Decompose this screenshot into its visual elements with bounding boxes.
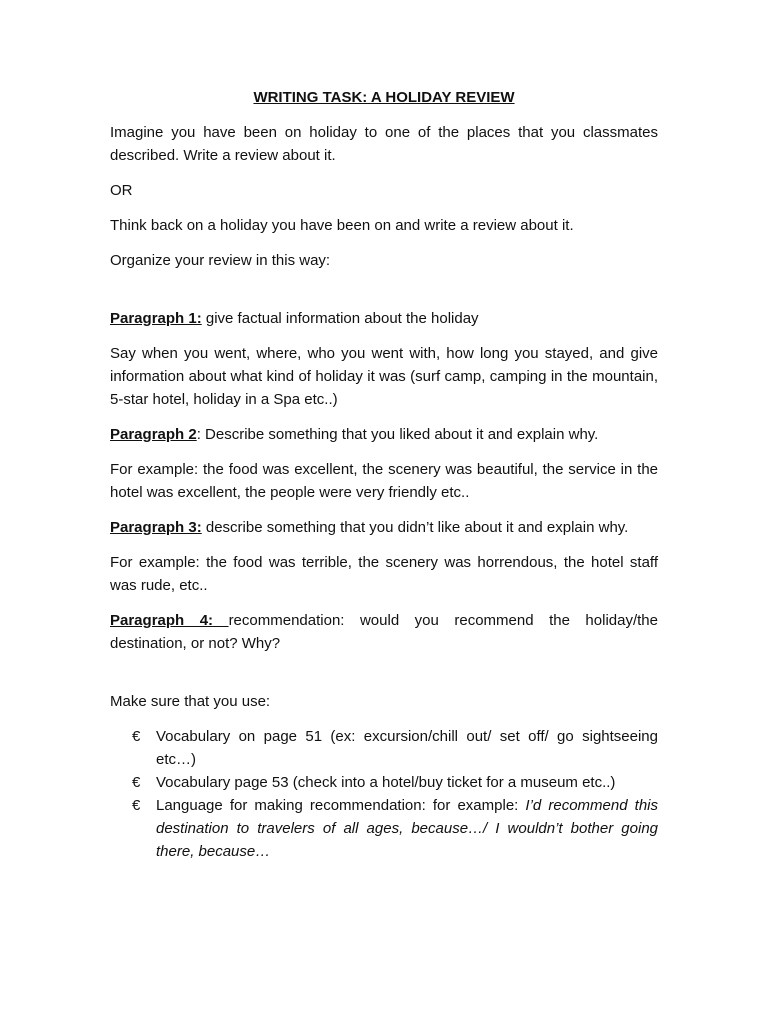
paragraph-1-heading: Paragraph 1:	[110, 310, 202, 327]
paragraph-3-instruction	[110, 516, 658, 539]
paragraph-4-instruction	[110, 609, 658, 655]
make-sure-line: Make sure that you use:	[110, 693, 271, 710]
paragraph-1-text: give factual information about the holiday	[201, 310, 479, 327]
paragraph-1-instruction	[110, 307, 658, 330]
list-item-italic-example: I’d recommend this destination to travelers of all ages, because…/ I wouldn’t bother going there, because…	[156, 797, 658, 860]
euro-bullet-icon: €	[132, 728, 141, 745]
document-title: WRITING TASK: A HOLIDAY REVIEW	[253, 89, 515, 106]
paragraph-2-heading: Paragraph 2	[110, 426, 197, 443]
list-item-text: Vocabulary on page 51 (ex: excursion/chill out/ set off/ go sightseeing etc…)	[156, 728, 658, 768]
intro-line-or: OR	[110, 182, 133, 199]
paragraph-3-detail: For example: the food was terrible, the scenery was horrendous, the hotel staff was rude, etc..	[110, 554, 658, 594]
intro-line-3: Organize your review in this way:	[110, 252, 331, 269]
paragraph-2-text: : Describe something that you liked about it and explain why.	[196, 426, 599, 443]
paragraph-2-detail: For example: the food was excellent, the scenery was beautiful, the service in the hotel was excellent, the people were very friendly etc..	[110, 461, 658, 501]
euro-bullet-icon: €	[132, 774, 141, 791]
euro-bullet-icon: €	[132, 797, 141, 814]
list-item	[132, 725, 658, 771]
document-body	[110, 86, 658, 863]
paragraph-2-instruction	[110, 423, 658, 446]
paragraph-1-detail: Say when you went, where, who you went with, how long you stayed, and give information about what kind of holiday it was (surf camp, camping in the mountain, 5-star hotel, holiday in a Spa etc..)	[110, 345, 658, 408]
list-item	[132, 794, 658, 863]
paragraph-3-heading: Paragraph 3:	[110, 519, 202, 536]
blank-line	[110, 667, 658, 690]
blank-line	[110, 284, 658, 307]
list-item-text: Language for making recommendation: for example:	[156, 797, 526, 814]
paragraph-4-heading: Paragraph 4:	[110, 612, 229, 629]
paragraph-4-text: recommendation: would you recommend the holiday/the destination, or not? Why?	[110, 612, 658, 652]
intro-line-2: Think back on a holiday you have been on and write a review about it.	[110, 217, 574, 234]
intro-line-1: Imagine you have been on holiday to one of the places that you classmates described. Write a review about it.	[110, 124, 658, 164]
list-item	[132, 771, 658, 794]
list-item-text: Vocabulary page 53 (check into a hotel/buy ticket for a museum etc..)	[156, 774, 616, 791]
requirements-list	[110, 725, 658, 863]
paragraph-3-text: describe something that you didn’t like about it and explain why.	[201, 519, 629, 536]
